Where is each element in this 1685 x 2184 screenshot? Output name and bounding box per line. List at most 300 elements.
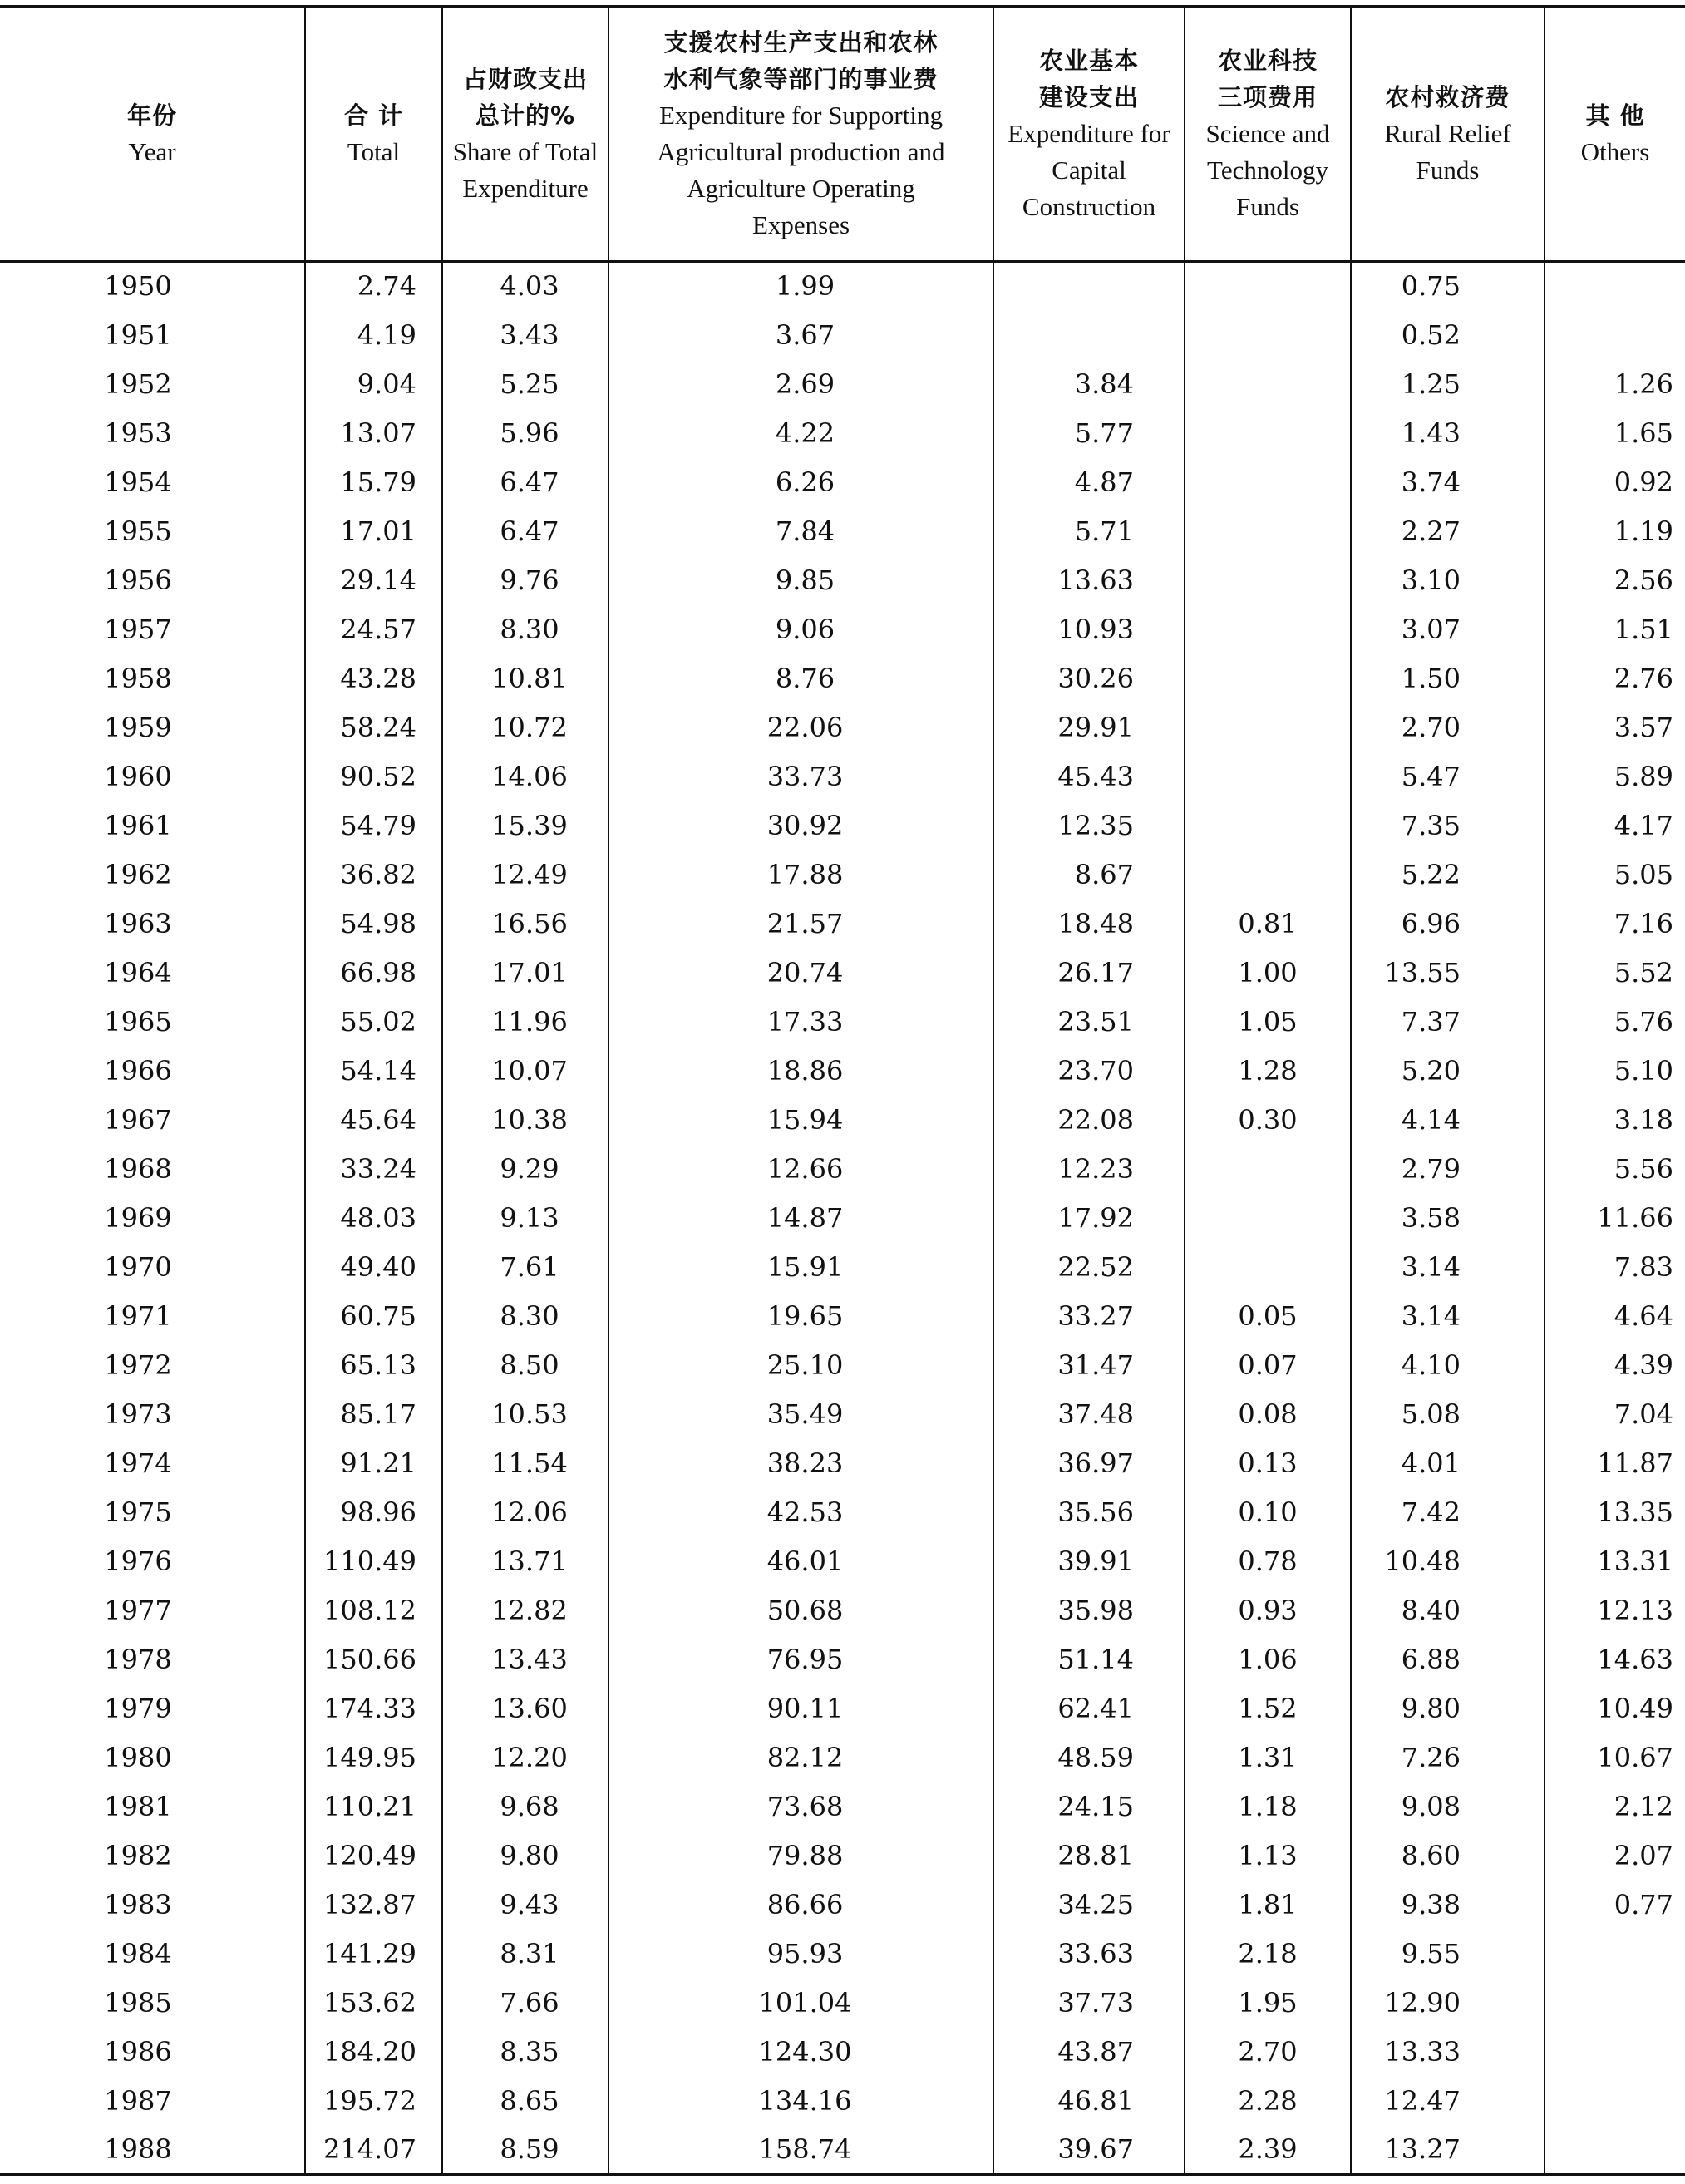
cell-others: 5.10 [1545,1046,1685,1095]
cell-relief: 0.52 [1351,310,1545,359]
cell-share: 12.20 [442,1733,608,1782]
header-support: 支援农村生产支出和农林 水利气象等部门的事业费 Expenditure for Supporting Agricultural production and Agriculture Operating Expenses [608,7,993,261]
table-row [0,948,1685,997]
cell-relief: 4.01 [1351,1438,1545,1487]
table-row [0,1929,1685,1978]
cell-year: 1960 [104,760,172,792]
cell-relief: 9.55 [1351,1929,1545,1978]
table-body [0,261,1685,2174]
cell-support: 18.86 [608,1046,993,1095]
table-row [0,1831,1685,1880]
cell-share: 6.47 [442,506,608,555]
cell-capital [993,261,1185,310]
cell-capital: 48.59 [993,1733,1185,1782]
cell-total: 153.62 [305,1978,442,2027]
cell-share: 11.96 [442,997,608,1046]
cell-year: 1983 [104,1888,172,1920]
cell-capital: 28.81 [993,1831,1185,1880]
cell-support: 50.68 [608,1585,993,1634]
table-row [0,1389,1685,1438]
cell-share: 10.53 [442,1389,608,1438]
cell-relief: 7.42 [1351,1487,1545,1536]
table-row [0,457,1685,506]
table-row [0,1733,1685,1782]
cell-science: 0.08 [1185,1389,1351,1438]
cell-capital: 36.97 [993,1438,1185,1487]
cell-others: 7.83 [1545,1242,1685,1291]
cell-total: 33.24 [305,1144,442,1193]
cell-share: 8.31 [442,1929,608,1978]
cell-science [1185,752,1351,801]
cell-total: 15.79 [305,457,442,506]
cell-relief: 1.50 [1351,653,1545,703]
cell-year: 1973 [104,1398,172,1430]
cell-capital: 35.98 [993,1585,1185,1634]
cell-relief: 2.79 [1351,1144,1545,1193]
cell-others: 1.51 [1545,604,1685,653]
cell-science: 2.70 [1185,2027,1351,2076]
cell-total: 13.07 [305,408,442,457]
cell-relief: 13.33 [1351,2027,1545,2076]
cell-year: 1954 [104,466,172,498]
cell-total: 17.01 [305,506,442,555]
cell-year: 1959 [104,711,172,743]
cell-relief: 4.10 [1351,1340,1545,1389]
cell-relief: 3.74 [1351,457,1545,506]
cell-year: 1982 [104,1839,172,1871]
table-row [0,1340,1685,1389]
cell-year: 1963 [104,907,172,939]
cell-others: 2.76 [1545,653,1685,703]
cell-year: 1953 [104,417,172,449]
cell-total: 54.98 [305,899,442,948]
cell-relief: 1.43 [1351,408,1545,457]
cell-share: 15.39 [442,801,608,850]
cell-others: 10.67 [1545,1733,1685,1782]
cell-share: 13.60 [442,1684,608,1733]
cell-science: 0.30 [1185,1095,1351,1144]
cell-year: 1978 [104,1643,172,1675]
cell-science [1185,1144,1351,1193]
cell-total: 24.57 [305,604,442,653]
cell-relief: 3.10 [1351,555,1545,604]
cell-total: 174.33 [305,1684,442,1733]
cell-science [1185,604,1351,653]
cell-total: 58.24 [305,703,442,752]
table-row [0,653,1685,703]
cell-share: 10.72 [442,703,608,752]
cell-support: 1.99 [608,261,993,310]
cell-total: 132.87 [305,1880,442,1929]
cell-year: 1981 [104,1790,172,1822]
cell-capital: 22.52 [993,1242,1185,1291]
cell-others: 2.07 [1545,1831,1685,1880]
cell-science: 1.13 [1185,1831,1351,1880]
cell-year: 1979 [104,1692,172,1724]
cell-relief: 9.08 [1351,1782,1545,1831]
cell-relief: 13.55 [1351,948,1545,997]
cell-science: 0.93 [1185,1585,1351,1634]
table-row [0,1880,1685,1929]
cell-science: 2.39 [1185,2125,1351,2174]
cell-support: 73.68 [608,1782,993,1831]
cell-science: 1.05 [1185,997,1351,1046]
table-row [0,1438,1685,1487]
cell-capital: 30.26 [993,653,1185,703]
table-row [0,408,1685,457]
cell-total: 65.13 [305,1340,442,1389]
cell-total: 54.14 [305,1046,442,1095]
table-row [0,310,1685,359]
table-row [0,1978,1685,2027]
cell-capital: 10.93 [993,604,1185,653]
header-row [0,7,1685,261]
cell-support: 19.65 [608,1291,993,1340]
cell-science [1185,359,1351,408]
cell-share: 8.59 [442,2125,608,2174]
cell-year: 1951 [104,318,172,351]
cell-science: 2.18 [1185,1929,1351,1978]
table-row [0,1291,1685,1340]
cell-share: 10.81 [442,653,608,703]
cell-relief: 0.75 [1351,261,1545,310]
cell-capital: 12.23 [993,1144,1185,1193]
cell-year: 1975 [104,1496,172,1528]
cell-support: 95.93 [608,1929,993,1978]
cell-total: 141.29 [305,1929,442,1978]
table-row [0,1193,1685,1242]
cell-support: 79.88 [608,1831,993,1880]
cell-others: 4.64 [1545,1291,1685,1340]
cell-total: 120.49 [305,1831,442,1880]
cell-capital: 13.63 [993,555,1185,604]
cell-science: 0.81 [1185,899,1351,948]
cell-share: 17.01 [442,948,608,997]
cell-total: 48.03 [305,1193,442,1242]
table-row [0,1487,1685,1536]
cell-science [1185,310,1351,359]
cell-capital: 22.08 [993,1095,1185,1144]
cell-support: 9.06 [608,604,993,653]
cell-share: 5.25 [442,359,608,408]
cell-support: 76.95 [608,1634,993,1684]
cell-science [1185,1242,1351,1291]
cell-capital: 5.77 [993,408,1185,457]
cell-support: 9.85 [608,555,993,604]
cell-relief: 12.90 [1351,1978,1545,2027]
cell-capital: 31.47 [993,1340,1185,1389]
cell-science: 1.06 [1185,1634,1351,1684]
cell-total: 9.04 [305,359,442,408]
table-row [0,801,1685,850]
cell-support: 38.23 [608,1438,993,1487]
cell-others: 10.49 [1545,1684,1685,1733]
cell-year: 1952 [104,367,172,400]
cell-others: 0.77 [1545,1880,1685,1929]
cell-relief: 5.22 [1351,850,1545,899]
cell-relief: 9.80 [1351,1684,1545,1733]
cell-total: 91.21 [305,1438,442,1487]
cell-year: 1950 [104,270,172,303]
cell-others: 5.76 [1545,997,1685,1046]
header-capital: 农业基本 建设支出 Expenditure for Capital Construction [993,7,1185,261]
table-row [0,506,1685,555]
cell-science: 0.13 [1185,1438,1351,1487]
cell-year: 1972 [104,1348,172,1381]
cell-others: 11.87 [1545,1438,1685,1487]
cell-others [1545,310,1685,359]
cell-share: 9.43 [442,1880,608,1929]
cell-science: 1.00 [1185,948,1351,997]
cell-others: 0.92 [1545,457,1685,506]
cell-relief: 7.35 [1351,801,1545,850]
cell-year: 1988 [0,2125,305,2174]
cell-science: 1.95 [1185,1978,1351,2027]
cell-share: 10.07 [442,1046,608,1095]
cell-total: 149.95 [305,1733,442,1782]
cell-others: 2.12 [1545,1782,1685,1831]
cell-year: 1976 [104,1545,172,1577]
cell-capital [993,310,1185,359]
cell-year: 1985 [104,1986,172,2019]
header-share: 占财政支出 总计的% Share of Total Expenditure [442,7,608,261]
cell-others: 3.57 [1545,703,1685,752]
cell-capital: 45.43 [993,752,1185,801]
cell-share: 8.30 [442,1291,608,1340]
cell-relief: 9.38 [1351,1880,1545,1929]
cell-support: 8.76 [608,653,993,703]
cell-support: 17.33 [608,997,993,1046]
header-year: 年份 Year [0,7,305,261]
cell-relief: 7.26 [1351,1733,1545,1782]
cell-share: 12.49 [442,850,608,899]
cell-science: 0.07 [1185,1340,1351,1389]
cell-support: 15.94 [608,1095,993,1144]
cell-total: 60.75 [305,1291,442,1340]
cell-year: 1969 [104,1201,172,1234]
cell-capital: 29.91 [993,703,1185,752]
cell-relief: 3.14 [1351,1242,1545,1291]
cell-support: 30.92 [608,801,993,850]
cell-total: 150.66 [305,1634,442,1684]
cell-total: 36.82 [305,850,442,899]
cell-capital: 51.14 [993,1634,1185,1684]
cell-science: 1.28 [1185,1046,1351,1095]
cell-total: 4.19 [305,310,442,359]
cell-year: 1977 [104,1594,172,1626]
table-row [0,703,1685,752]
table-row [0,2027,1685,2076]
table-row [0,1095,1685,1144]
cell-science: 0.78 [1185,1536,1351,1585]
cell-relief: 5.47 [1351,752,1545,801]
cell-science [1185,506,1351,555]
cell-share: 7.66 [442,1978,608,2027]
cell-year: 1955 [104,515,172,547]
cell-relief: 7.37 [1351,997,1545,1046]
cell-year: 1961 [104,809,172,841]
cell-total: 43.28 [305,653,442,703]
cell-support: 20.74 [608,948,993,997]
cell-year: 1986 [104,2035,172,2068]
cell-share: 5.96 [442,408,608,457]
cell-year: 1967 [104,1103,172,1136]
cell-support: 86.66 [608,1880,993,1929]
cell-capital: 23.51 [993,997,1185,1046]
cell-others: 13.31 [1545,1536,1685,1585]
cell-others: 1.19 [1545,506,1685,555]
cell-share: 9.76 [442,555,608,604]
cell-support: 134.16 [608,2076,993,2125]
table-row [0,1684,1685,1733]
cell-capital: 37.48 [993,1389,1185,1438]
cell-capital: 35.56 [993,1487,1185,1536]
cell-total: 98.96 [305,1487,442,1536]
cell-support: 25.10 [608,1340,993,1389]
agricultural-expenditure-table [0,5,1685,2176]
cell-year: 1974 [104,1447,172,1479]
cell-capital: 39.67 [993,2125,1185,2174]
cell-science: 2.28 [1185,2076,1351,2125]
cell-support: 15.91 [608,1242,993,1291]
cell-others: 11.66 [1545,1193,1685,1242]
cell-total: 49.40 [305,1242,442,1291]
cell-others [1545,1978,1685,2027]
cell-science [1185,703,1351,752]
cell-support: 2.69 [608,359,993,408]
cell-capital: 26.17 [993,948,1185,997]
cell-share: 3.43 [442,310,608,359]
table-row [0,1782,1685,1831]
cell-others: 1.65 [1545,408,1685,457]
cell-others: 5.52 [1545,948,1685,997]
cell-share: 4.03 [442,261,608,310]
cell-others [1545,2125,1685,2174]
cell-share: 6.47 [442,457,608,506]
cell-year: 1965 [104,1005,172,1038]
cell-others: 5.56 [1545,1144,1685,1193]
cell-share: 9.29 [442,1144,608,1193]
cell-relief: 3.07 [1351,604,1545,653]
cell-relief: 8.60 [1351,1831,1545,1880]
cell-relief: 12.47 [1351,2076,1545,2125]
cell-relief: 6.88 [1351,1634,1545,1684]
table-row [0,359,1685,408]
cell-science [1185,457,1351,506]
cell-support: 90.11 [608,1684,993,1733]
cell-support: 4.22 [608,408,993,457]
table-row [0,1242,1685,1291]
cell-year: 1966 [104,1054,172,1087]
table-row [0,850,1685,899]
cell-year: 1987 [104,2084,172,2117]
cell-total: 90.52 [305,752,442,801]
cell-others: 12.13 [1545,1585,1685,1634]
cell-support: 124.30 [608,2027,993,2076]
cell-year: 1957 [104,613,172,645]
cell-others: 2.56 [1545,555,1685,604]
cell-capital: 5.71 [993,506,1185,555]
cell-year: 1964 [104,956,172,988]
table-row [0,2125,1685,2174]
table-row [0,899,1685,948]
table-row [0,261,1685,310]
cell-capital: 12.35 [993,801,1185,850]
cell-others [1545,1929,1685,1978]
cell-relief: 5.20 [1351,1046,1545,1095]
cell-support: 33.73 [608,752,993,801]
cell-support: 14.87 [608,1193,993,1242]
cell-year: 1962 [104,858,172,890]
cell-capital: 3.84 [993,359,1185,408]
cell-year: 1971 [104,1299,172,1332]
cell-others: 13.35 [1545,1487,1685,1536]
cell-share: 9.13 [442,1193,608,1242]
cell-capital: 24.15 [993,1782,1185,1831]
cell-capital: 4.87 [993,457,1185,506]
cell-support: 42.53 [608,1487,993,1536]
cell-year: 1956 [104,564,172,596]
cell-support: 101.04 [608,1978,993,2027]
cell-capital: 33.27 [993,1291,1185,1340]
header-others: 其 他 Others [1545,7,1685,261]
cell-capital: 8.67 [993,850,1185,899]
cell-science: 1.81 [1185,1880,1351,1929]
cell-capital: 17.92 [993,1193,1185,1242]
cell-share: 8.30 [442,604,608,653]
cell-support: 22.06 [608,703,993,752]
cell-science [1185,653,1351,703]
cell-capital: 34.25 [993,1880,1185,1929]
cell-science: 1.52 [1185,1684,1351,1733]
cell-relief: 5.08 [1351,1389,1545,1438]
cell-total: 214.07 [305,2125,442,2174]
cell-total: 54.79 [305,801,442,850]
cell-share: 13.43 [442,1634,608,1684]
cell-others: 3.18 [1545,1095,1685,1144]
cell-support: 21.57 [608,899,993,948]
cell-year: 1984 [104,1937,172,1970]
cell-share: 13.71 [442,1536,608,1585]
document-page [0,5,1685,2176]
cell-science: 1.31 [1185,1733,1351,1782]
cell-others [1545,2076,1685,2125]
cell-relief: 4.14 [1351,1095,1545,1144]
cell-science: 0.10 [1185,1487,1351,1536]
cell-year: 1968 [104,1152,172,1185]
table-row [0,752,1685,801]
cell-share: 9.80 [442,1831,608,1880]
cell-support: 3.67 [608,310,993,359]
cell-share: 8.50 [442,1340,608,1389]
cell-science [1185,801,1351,850]
table-row [0,1585,1685,1634]
table-row [0,1536,1685,1585]
cell-relief: 13.27 [1351,2125,1545,2174]
cell-others: 4.17 [1545,801,1685,850]
cell-support: 17.88 [608,850,993,899]
header-relief: 农村救济费 Rural Relief Funds [1351,7,1545,261]
cell-others: 4.39 [1545,1340,1685,1389]
cell-share: 16.56 [442,899,608,948]
cell-support: 7.84 [608,506,993,555]
cell-science [1185,850,1351,899]
cell-capital: 46.81 [993,2076,1185,2125]
cell-relief: 8.40 [1351,1585,1545,1634]
cell-year: 1980 [104,1741,172,1773]
cell-share: 7.61 [442,1242,608,1291]
cell-support: 12.66 [608,1144,993,1193]
